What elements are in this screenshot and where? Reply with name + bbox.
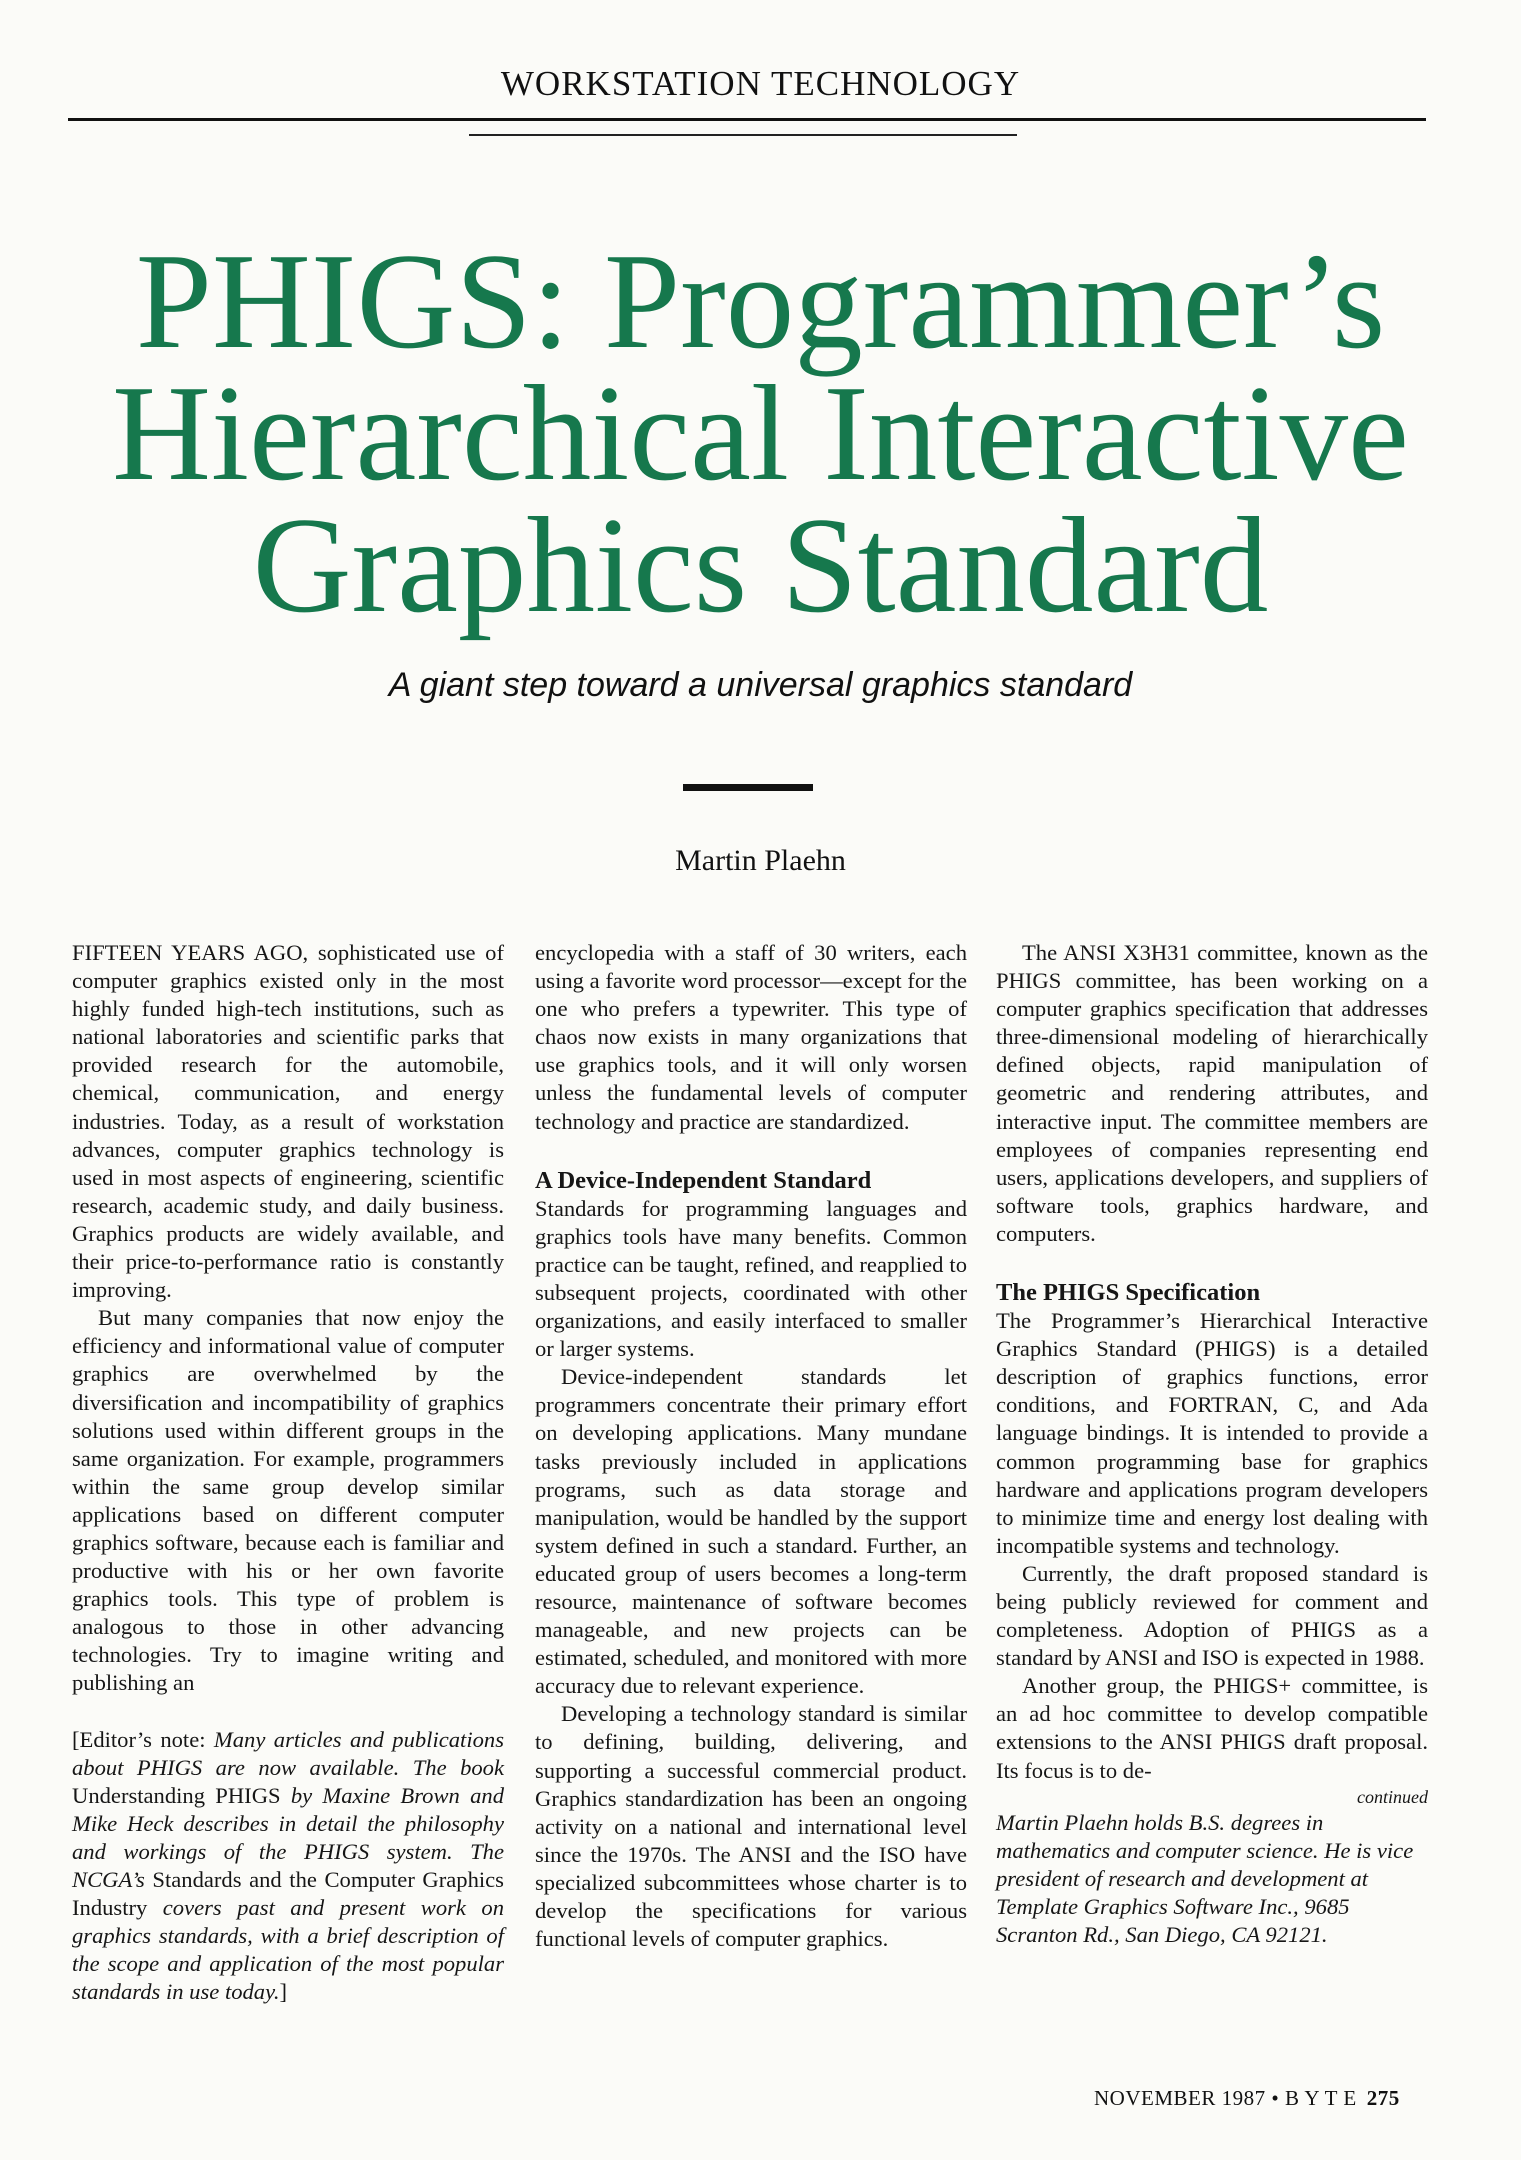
- note-text: [Editor’s note:: [72, 1726, 214, 1752]
- article-subtitle: A giant step toward a universal graphics standard: [388, 666, 1133, 704]
- note-text: Standards and the Computer Graphics Industry: [72, 1867, 504, 1921]
- paragraph: Device-independent standards let programmers concentrate their primary effort on developing applications. Many mundane tasks previously included in applications programs, such as data storage and manipulation, would be handled by the support system defined in such a standard. Further, an educated group of users becomes a long-term resource, maintenance of software becomes manageable, and new projects can be estimated, scheduled, and monitored with more accuracy due to relevant experience.: [535, 1364, 967, 1699]
- author-name: Martin Plaehn: [675, 844, 846, 877]
- continued-label: continued: [1357, 1786, 1428, 1807]
- paragraph: Standards for programming languages and graphics tools have many benefits. Common practice can be taught, refined, and reapplied to subsequent projects, coordinated with other organizations, and easily interfaced to smaller or larger systems.: [535, 1195, 967, 1362]
- section-heading: A Device-Independent Standard: [535, 1166, 872, 1194]
- paragraph: Developing a technology standard is similar to defining, building, delivering, and supporting a successful commercial product. Graphics standardization has been an ongoing activity on a national and international level since the 1970s. The ANSI and the ISO have specialized subcommittees whose charter is to develop the specifications for various functional levels of computer graphics.: [535, 1701, 967, 1952]
- page-number: 275: [1366, 2086, 1400, 2110]
- paragraph: The ANSI X3H31 committee, known as the PHIGS committee, has been working on a computer graphics specification that addresses three-dimensional modeling of hierarchically defined objects, rapid manipulation of geometric and rendering attributes, and interactive input. The committee members are employees of companies representing end users, applications developers, and suppliers of software tools, graphics hardware, and computers.: [996, 940, 1428, 1246]
- paragraph: Currently, the draft proposed standard is being publicly reviewed for comment and completeness. Adoption of PHIGS as a standard by ANSI and ISO is expected in 1988.: [996, 1560, 1428, 1671]
- note-text: Many articles and publications about PHIGS are now available. The book: [72, 1726, 504, 1780]
- paragraph: encyclopedia with a staff of 30 writers, each using a favorite word processor—except for the one who prefers a typewriter. This type of chaos now exists in many organizations that use graphics tools, and it will only worsen unless the fundamental levels of computer technology and practice are standardized.: [535, 940, 967, 1134]
- page-footer: [1094, 2086, 1400, 2111]
- paragraph: But many companies that now enjoy the efficiency and informational value of computer graphics are overwhelmed by the diversification and incompatibility of graphics solutions used within different groups in the same organization. For example, programmers within the same group develop similar applications based on different computer graphics software, because each is familiar and productive with his or her own favorite graphics tools. This type of problem is analogous to those in other advancing technologies. Try to imagine writing and publishing an: [72, 1305, 504, 1696]
- paragraph: The Programmer’s Hierarchical Interactive Graphics Standard (PHIGS) is a detailed description of graphics functions, error conditions, and FORTRAN, C, and Ada language bindings. It is intended to provide a common programming base for graphics hardware and applications program developers to minimize time and energy lost dealing with incompatible systems and technology.: [996, 1308, 1428, 1558]
- column-1: [72, 939, 504, 2006]
- header-rule: [68, 118, 1426, 121]
- note-text: ]: [279, 1979, 288, 2005]
- title-line-1: PHIGS: Programmer’s: [135, 225, 1386, 377]
- title-divider: [683, 784, 813, 791]
- title-line-3: Graphics Standard: [252, 489, 1269, 641]
- issue-label: NOVEMBER 1987 • B Y T E: [1094, 2086, 1357, 2110]
- section-heading: The PHIGS Specification: [996, 1279, 1261, 1307]
- author-bio: Martin Plaehn holds B.S. degrees in mathematics and computer science. He is vice president of research and development at Template Graphics Software Inc., 9685 Scranton Rd., San Diego, CA 92121.: [996, 1809, 1414, 1947]
- note-text: covers past and present work on graphics standards, with a brief description of the scope and application of the most popular standards in use today.: [72, 1895, 504, 2005]
- paragraph: Another group, the PHIGS+ committee, is an ad hoc committee to develop compatible extensions to the ANSI PHIGS draft proposal. Its focus is to de-: [996, 1673, 1428, 1783]
- editors-note: [72, 1726, 504, 2007]
- section-header: WORKSTATION TECHNOLOGY: [500, 64, 1021, 103]
- header-subrule: [469, 134, 1017, 136]
- article-title: [0, 225, 1521, 641]
- note-text: by Maxine Brown and Mike Heck describes in detail the philosophy and workings of the PHIGS system. The NCGA’s: [72, 1782, 504, 1892]
- column-3: [996, 939, 1428, 1949]
- note-text: Understanding PHIGS: [72, 1782, 281, 1808]
- paragraph: FIFTEEN YEARS AGO, sophisticated use of computer graphics existed only in the most highly funded high-tech institutions, such as national laboratories and scientific parks that provided research for the automobile, chemical, communication, and energy industries. Today, as a result of workstation advances, computer graphics technology is used in most aspects of engineering, scientific research, academic study, and daily business. Graphics products are widely available, and their price-to-performance ratio is constantly improving.: [72, 940, 504, 1303]
- column-2: [535, 939, 967, 1953]
- title-line-2: Hierarchical Interactive: [112, 357, 1409, 509]
